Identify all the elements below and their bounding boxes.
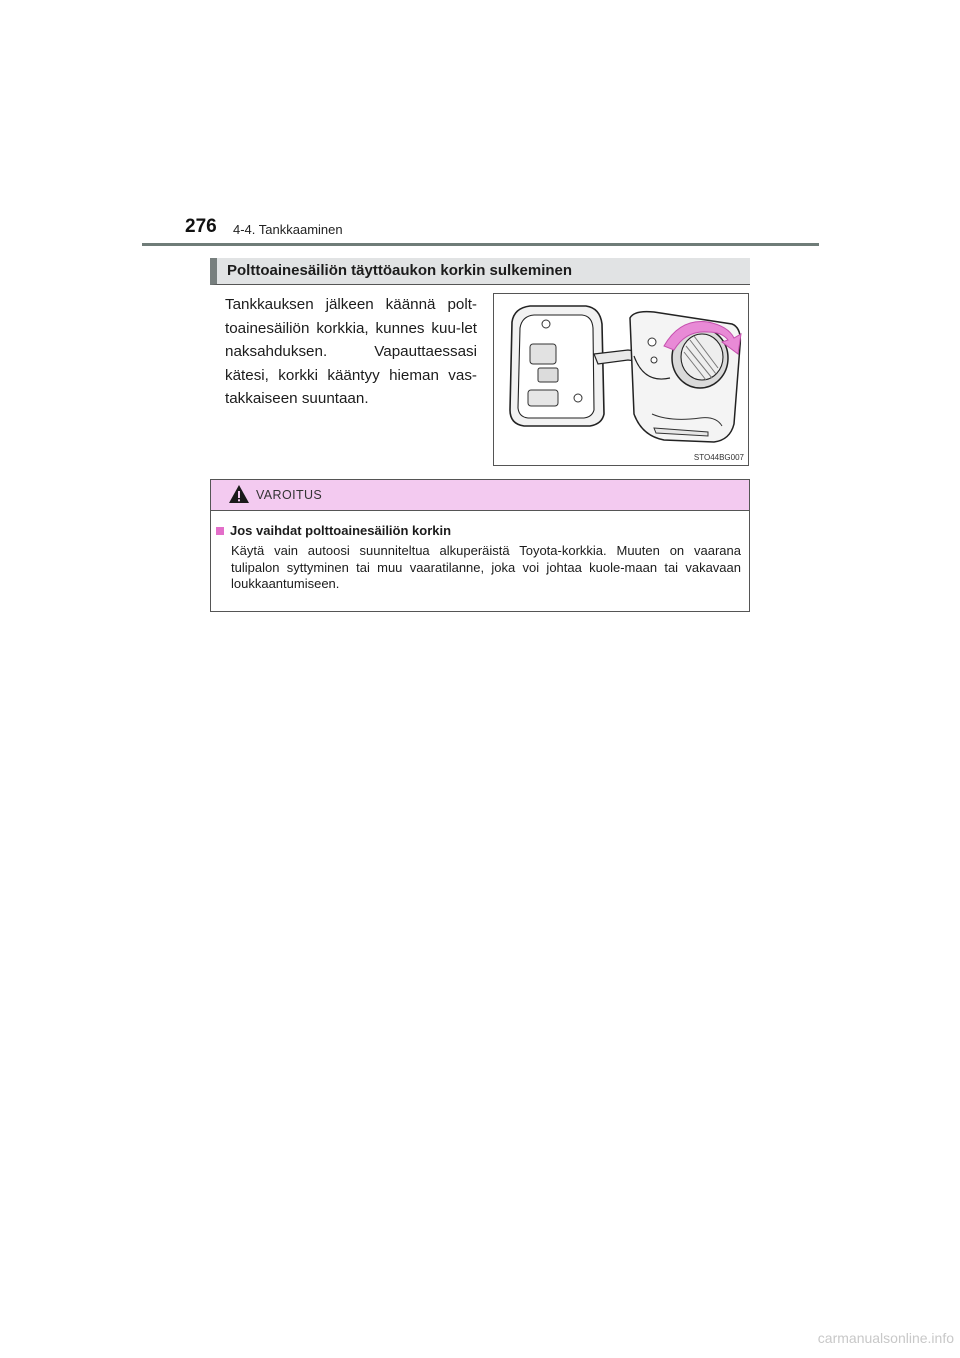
warning-item-title (216, 523, 451, 538)
warning-header (211, 480, 749, 511)
warning-item-title-text: Jos vaihdat polttoainesäiliön korkin (230, 523, 452, 538)
warning-box (210, 479, 750, 612)
page-number: 276 (185, 216, 217, 237)
warning-triangle-icon (228, 483, 250, 505)
section-heading-text: Polttoainesäiliön täyttöaukon korkin sulkeminen (227, 262, 573, 279)
warning-title: VAROITUS (256, 488, 323, 502)
bullet-square-icon (216, 527, 224, 535)
instruction-text: Tankkauksen jälkeen käännä polt-toainesäiliön korkkia, kunnes kuu-let naksahduksen. Vapauttaessasi kätesi, korkki kääntyy hieman vas-takkaiseen suuntaan. (225, 296, 477, 407)
fuel-door-drawing (494, 294, 748, 465)
warning-item-text: Käytä vain autoosi suunniteltua alkuperäistä Toyota-korkkia. Muuten on vaarana tulipalon syttyminen tai muu vaaratilanne, joka voi johtaa kuole-maan tai vakavaan loukkaantumiseen. (231, 543, 741, 591)
header-divider (142, 243, 819, 246)
section-heading (210, 258, 750, 285)
figure-code: STO44BG007 (693, 453, 744, 462)
watermark: carmanualsonline.info (817, 1330, 954, 1346)
fuel-cap-illustration (493, 293, 749, 466)
chapter-label: 4-4. Tankkaaminen (233, 222, 343, 237)
